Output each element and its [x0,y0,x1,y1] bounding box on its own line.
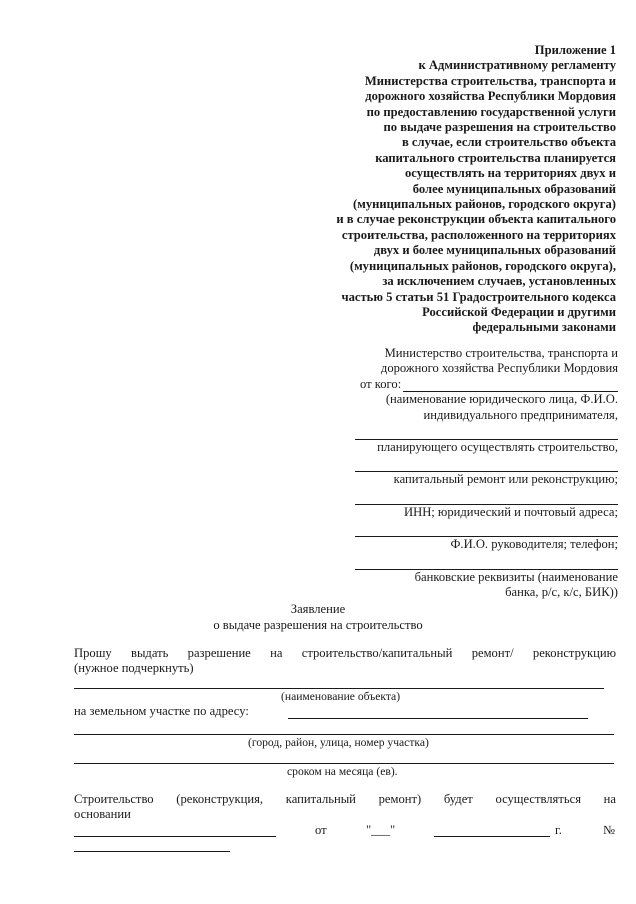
appendix-line: (муниципальных районов, городского округа) [353,197,616,212]
basis-document-blank[interactable] [74,836,276,837]
appendix-line: дорожного хозяйства Республики Мордовия [365,89,616,104]
request-line-2: (нужное подчеркнуть) [74,661,194,675]
appendix-line: к Административному регламенту [418,58,616,73]
applicant-hint-5: ИНН; юридический и почтовый адреса; [404,504,618,519]
statement-title: Заявление [290,602,346,616]
number-sign: № [603,823,616,837]
appendix-header [286,43,616,336]
basis-line-2: основании [74,807,131,821]
from-whom-field[interactable] [360,377,618,392]
appendix-line: (муниципальных районов, городского округа), [349,258,616,273]
address-blank[interactable] [74,734,614,735]
appendix-line: за исключением случаев, установленных [382,274,616,289]
appendix-line: Российской Федерации и другими [422,304,616,319]
object-name-blank[interactable] [74,688,604,689]
applicant-blank-2[interactable] [355,455,618,472]
appendix-line: в случае, если строительство объекта [401,135,616,150]
applicant-hint-7: банковские реквизиты (наименование [414,569,618,584]
appendix-line: строительства, расположенного на территориях [341,227,616,242]
appendix-line: по выдаче разрешения на строительство [383,120,616,135]
applicant-blank-3[interactable] [355,488,618,505]
appendix-line: капитального строительства планируется [375,150,616,165]
object-name-caption: (наименование объекта) [281,690,401,703]
basis-line-1: Строительство (реконструкция, капитальный ремонт) будет осуществляться на [74,792,616,806]
from-whom-blank[interactable] [403,378,618,392]
applicant-blank-1[interactable] [355,423,618,440]
appendix-line: частью 5 статьи 51 Градостроительного кодекса [341,289,616,304]
appendix-line: по предоставлению государственной услуги [366,104,616,119]
applicant-hint-3: планирующего осуществлять строительство, [377,440,618,455]
request-line-1: Прошу выдать разрешение на строительство/капитальный ремонт/ реконструкцию [74,646,616,660]
appendix-line: федеральными законами [472,320,616,335]
applicant-hint-1: (наименование юридического лица, Ф.И.О. [385,392,618,407]
year-suffix: г. [555,823,562,837]
applicant-blank-5[interactable] [355,553,618,570]
applicant-hint-4: капитальный ремонт или реконструкцию; [393,472,618,487]
date-month-blank[interactable] [434,836,550,837]
land-address-blank[interactable] [288,718,588,719]
from-word: от [315,823,327,837]
applicant-hint-6: Ф.И.О. руководителя; телефон; [450,537,618,552]
term-blank[interactable] [74,763,614,764]
appendix-line: Министерства строительства, транспорта и [364,73,616,88]
applicant-blank-4[interactable] [355,520,618,537]
appendix-line: осуществлять на территориях двух и [405,166,616,181]
statement-subtitle: о выдаче разрешения на строительство [213,618,423,632]
date-day-field[interactable]: "___" [366,823,396,837]
addressee-block [340,346,618,600]
land-plot-label: на земельном участке по адресу: [74,704,249,718]
address-caption: (город, район, улица, номер участка) [248,736,429,749]
ministry-name-line2: дорожного хозяйства Республики Мордовия [380,361,618,376]
from-label: от кого: [360,376,402,391]
document-number-blank[interactable] [74,851,230,852]
appendix-line: более муниципальных образований [412,181,616,196]
appendix-line: двух и более муниципальных образований [373,243,616,258]
applicant-hint-8: банка, р/с, к/с, БИК)) [505,585,618,600]
appendix-line: Приложение 1 [534,43,616,57]
term-caption: сроком на месяца (ев). [287,765,398,778]
applicant-hint-2: индивидуального предпринимателя, [423,407,618,422]
appendix-line: и в случае реконструкции объекта капитального [336,212,616,227]
ministry-name-line1: Министерство строительства, транспорта и [384,346,618,360]
